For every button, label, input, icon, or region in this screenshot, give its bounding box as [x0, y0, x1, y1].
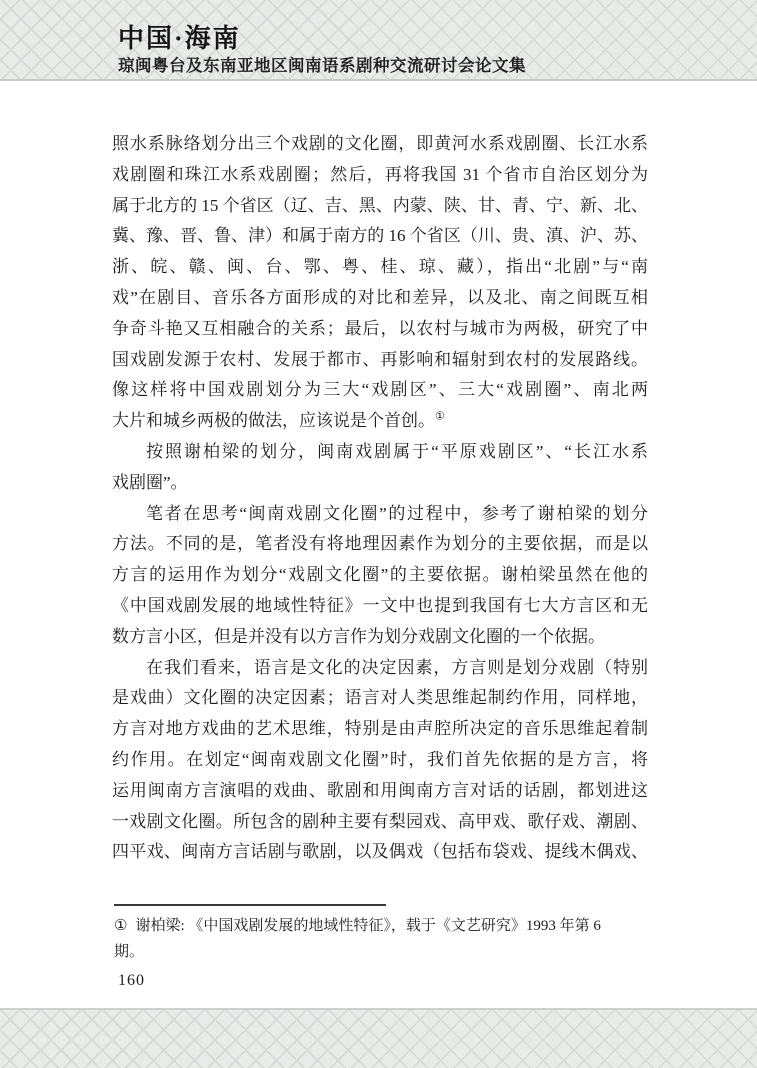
- body-line: 国戏剧发源于农村、发展于都市、再影响和辐射到农村的发展路线。: [112, 349, 648, 369]
- footnote-divider: [114, 904, 386, 906]
- body-line: 照水系脉络划分出三个戏剧的文化圈，即黄河水系戏剧圈、长江水系: [112, 134, 648, 153]
- body-line: 戏剧圈”。: [112, 472, 188, 492]
- body-line: 笔者在思考“闽南戏剧文化圈”的过程中，参考了谢柏梁的划分: [146, 503, 648, 523]
- body-line: [112, 406, 648, 437]
- body-line: 四平戏、闽南方言话剧与歌剧，以及偶戏（包括布袋戏、提线木偶戏、: [112, 842, 648, 862]
- body-line: 方言对地方戏曲的艺术思维，特别是由声腔所决定的音乐思维起着制: [112, 719, 648, 739]
- body-line: 数方言小区，但是并没有以方言作为划分戏剧文化圈的一个依据。: [112, 626, 605, 646]
- footnote: [114, 913, 634, 965]
- body-line: 在我们看来，语言是文化的决定因素，方言则是划分戏剧（特别: [146, 657, 648, 677]
- body-line: 一戏剧文化圈。所包含的剧种主要有梨园戏、高甲戏、歌仔戏、潮剧、: [112, 811, 648, 831]
- body-line-text: 大片和城乡两极的做法，应该说是个首创。: [112, 411, 435, 431]
- page-number: 160: [118, 972, 145, 989]
- body-line: 戏”在剧目、音乐各方面形成的对比和差异，以及北、南之间既互相: [112, 287, 648, 307]
- body-line: 冀、豫、晋、鲁、津）和属于南方的 16 个省区（川、贵、滇、沪、苏、: [112, 226, 648, 246]
- header-region-title: 中国·海南: [118, 24, 241, 53]
- body-line: 《中国戏剧发展的地域性特征》一文中也提到我国有七大方言区和无: [112, 595, 648, 615]
- body-line: 方言的运用作为划分“戏剧文化圈”的主要依据。谢柏梁虽然在他的: [112, 565, 648, 585]
- body-line: 是戏曲）文化圈的决定因素；语言对人类思维起制约作用，同样地，: [112, 688, 648, 708]
- page-header-band: [0, 0, 757, 81]
- header-proceedings-title: 琼闽粤台及东南亚地区闽南语系剧种交流研讨会论文集: [118, 57, 526, 75]
- footnote-marker: ①: [114, 918, 128, 934]
- body-line: 戏剧圈和珠江水系戏剧圈；然后，再将我国 31 个省市自治区划分为: [112, 164, 648, 184]
- footnote-reference: ①: [435, 410, 445, 423]
- body-line: 运用闽南方言演唱的戏曲、歌剧和用闽南方言对话的话剧，都划进这: [112, 780, 648, 800]
- page-footer-band: [0, 1008, 757, 1068]
- article-body: [112, 129, 648, 868]
- body-line: 约作用。在划定“闽南戏剧文化圈”时，我们首先依据的是方言，将: [112, 749, 648, 769]
- body-line: 方法。不同的是，笔者没有将地理因素作为划分的主要依据，而是以: [112, 534, 648, 554]
- body-line: 按照谢柏梁的划分，闽南戏剧属于“平原戏剧区”、“长江水系: [146, 441, 648, 461]
- body-line: 浙、皖、赣、闽、台、鄂、粤、桂、琼、藏），指出“北剧”与“南: [112, 257, 648, 277]
- body-line: 属于北方的 15 个省区（辽、吉、黑、内蒙、陕、甘、青、宁、新、北、: [112, 195, 648, 215]
- body-line: 争奇斗艳又互相融合的关系；最后，以农村与城市为两极，研究了中: [112, 318, 648, 338]
- body-line: 像这样将中国戏剧划分为三大“戏剧区”、三大“戏剧圈”、南北两: [112, 380, 648, 400]
- footnote-text: 谢柏梁: 《中国戏剧发展的地域性特征》，载于《文艺研究》1993 年第 6 期。: [114, 918, 601, 960]
